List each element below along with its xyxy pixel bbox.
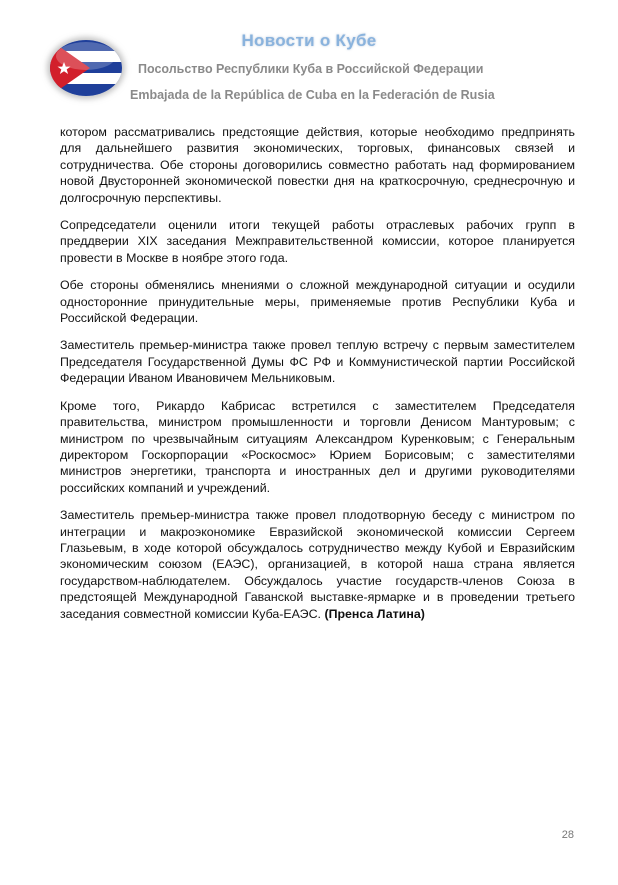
paragraph-last [60,507,575,622]
subtitle-spanish: Embajada de la República de Cuba en la Federación de Rusia [130,88,495,102]
subtitle-russian: Посольство Республики Куба в Российской Федерации [138,62,484,76]
paragraph: Обе стороны обменялись мнениями о сложной международной ситуации и осудили односторонние принудительные меры, применяемые против Республики Куба и Российской Федерации. [60,278,575,326]
page-title: Новости о Кубе [241,31,377,50]
paragraph: Кроме того, Рикардо Кабрисас встретился с заместителем Председателя правительства, министром промышленности и торговли Денисом Мантуровым; с министром по чрезвычайным ситуациям Александром Куренковым; с Генеральным директором Госкорпорации «Роскосмос» Юрием Борисовым; с заместителями министров энергетики, транспорта и иностранных дел и другими руководителями российских компаний и учреждений. [60,398,575,495]
page-number: 28 [561,829,574,841]
paragraph: Заместитель премьер-министра также провел теплую встречу с первым заместителем Председателя Государственной Думы ФС РФ и Коммунистической партии Российской Федерации Иваном Ивановичем Мельниковым. [60,338,575,386]
paragraph: Сопредседатели оценили итоги текущей работы отраслевых рабочих групп в преддверии XIX заседания Межправительственной комиссии, которое планируется провести в Москве в ноябре этого года. [60,218,575,265]
article-body [60,124,575,633]
paragraph: котором рассматривались предстоящие действия, которые необходимо предпринять для дальнейшего развития экономических, торговых, финансовых связей и сотрудничества. Обе стороны договорились совместно работать над формированием новой Двусторонней экономической повестки дня на краткосрочную, среднесрочную и долгосрочную перспективы. [60,125,575,205]
news-source: (Пренса Латина) [324,606,425,621]
paragraph-text: Заместитель премьер-министра также провел плодотворную беседу с министром по интеграции и макроэкономике Евразийской экономической комиссии Сергеем Глазьевым, в ходе которой обсуждалось сотрудничество между Кубой и Евразийским экономическим союзом (ЕАЭС), организацией, в которой наша страна является государством-наблюдателем. Обсуждалось участие государств-членов Союза в предстоящей Международной Гаванской выставке-ярмарке и в проведении третьего заседания совместной комиссии Куба-ЕАЭС. [60,508,575,621]
page-header [0,0,618,118]
